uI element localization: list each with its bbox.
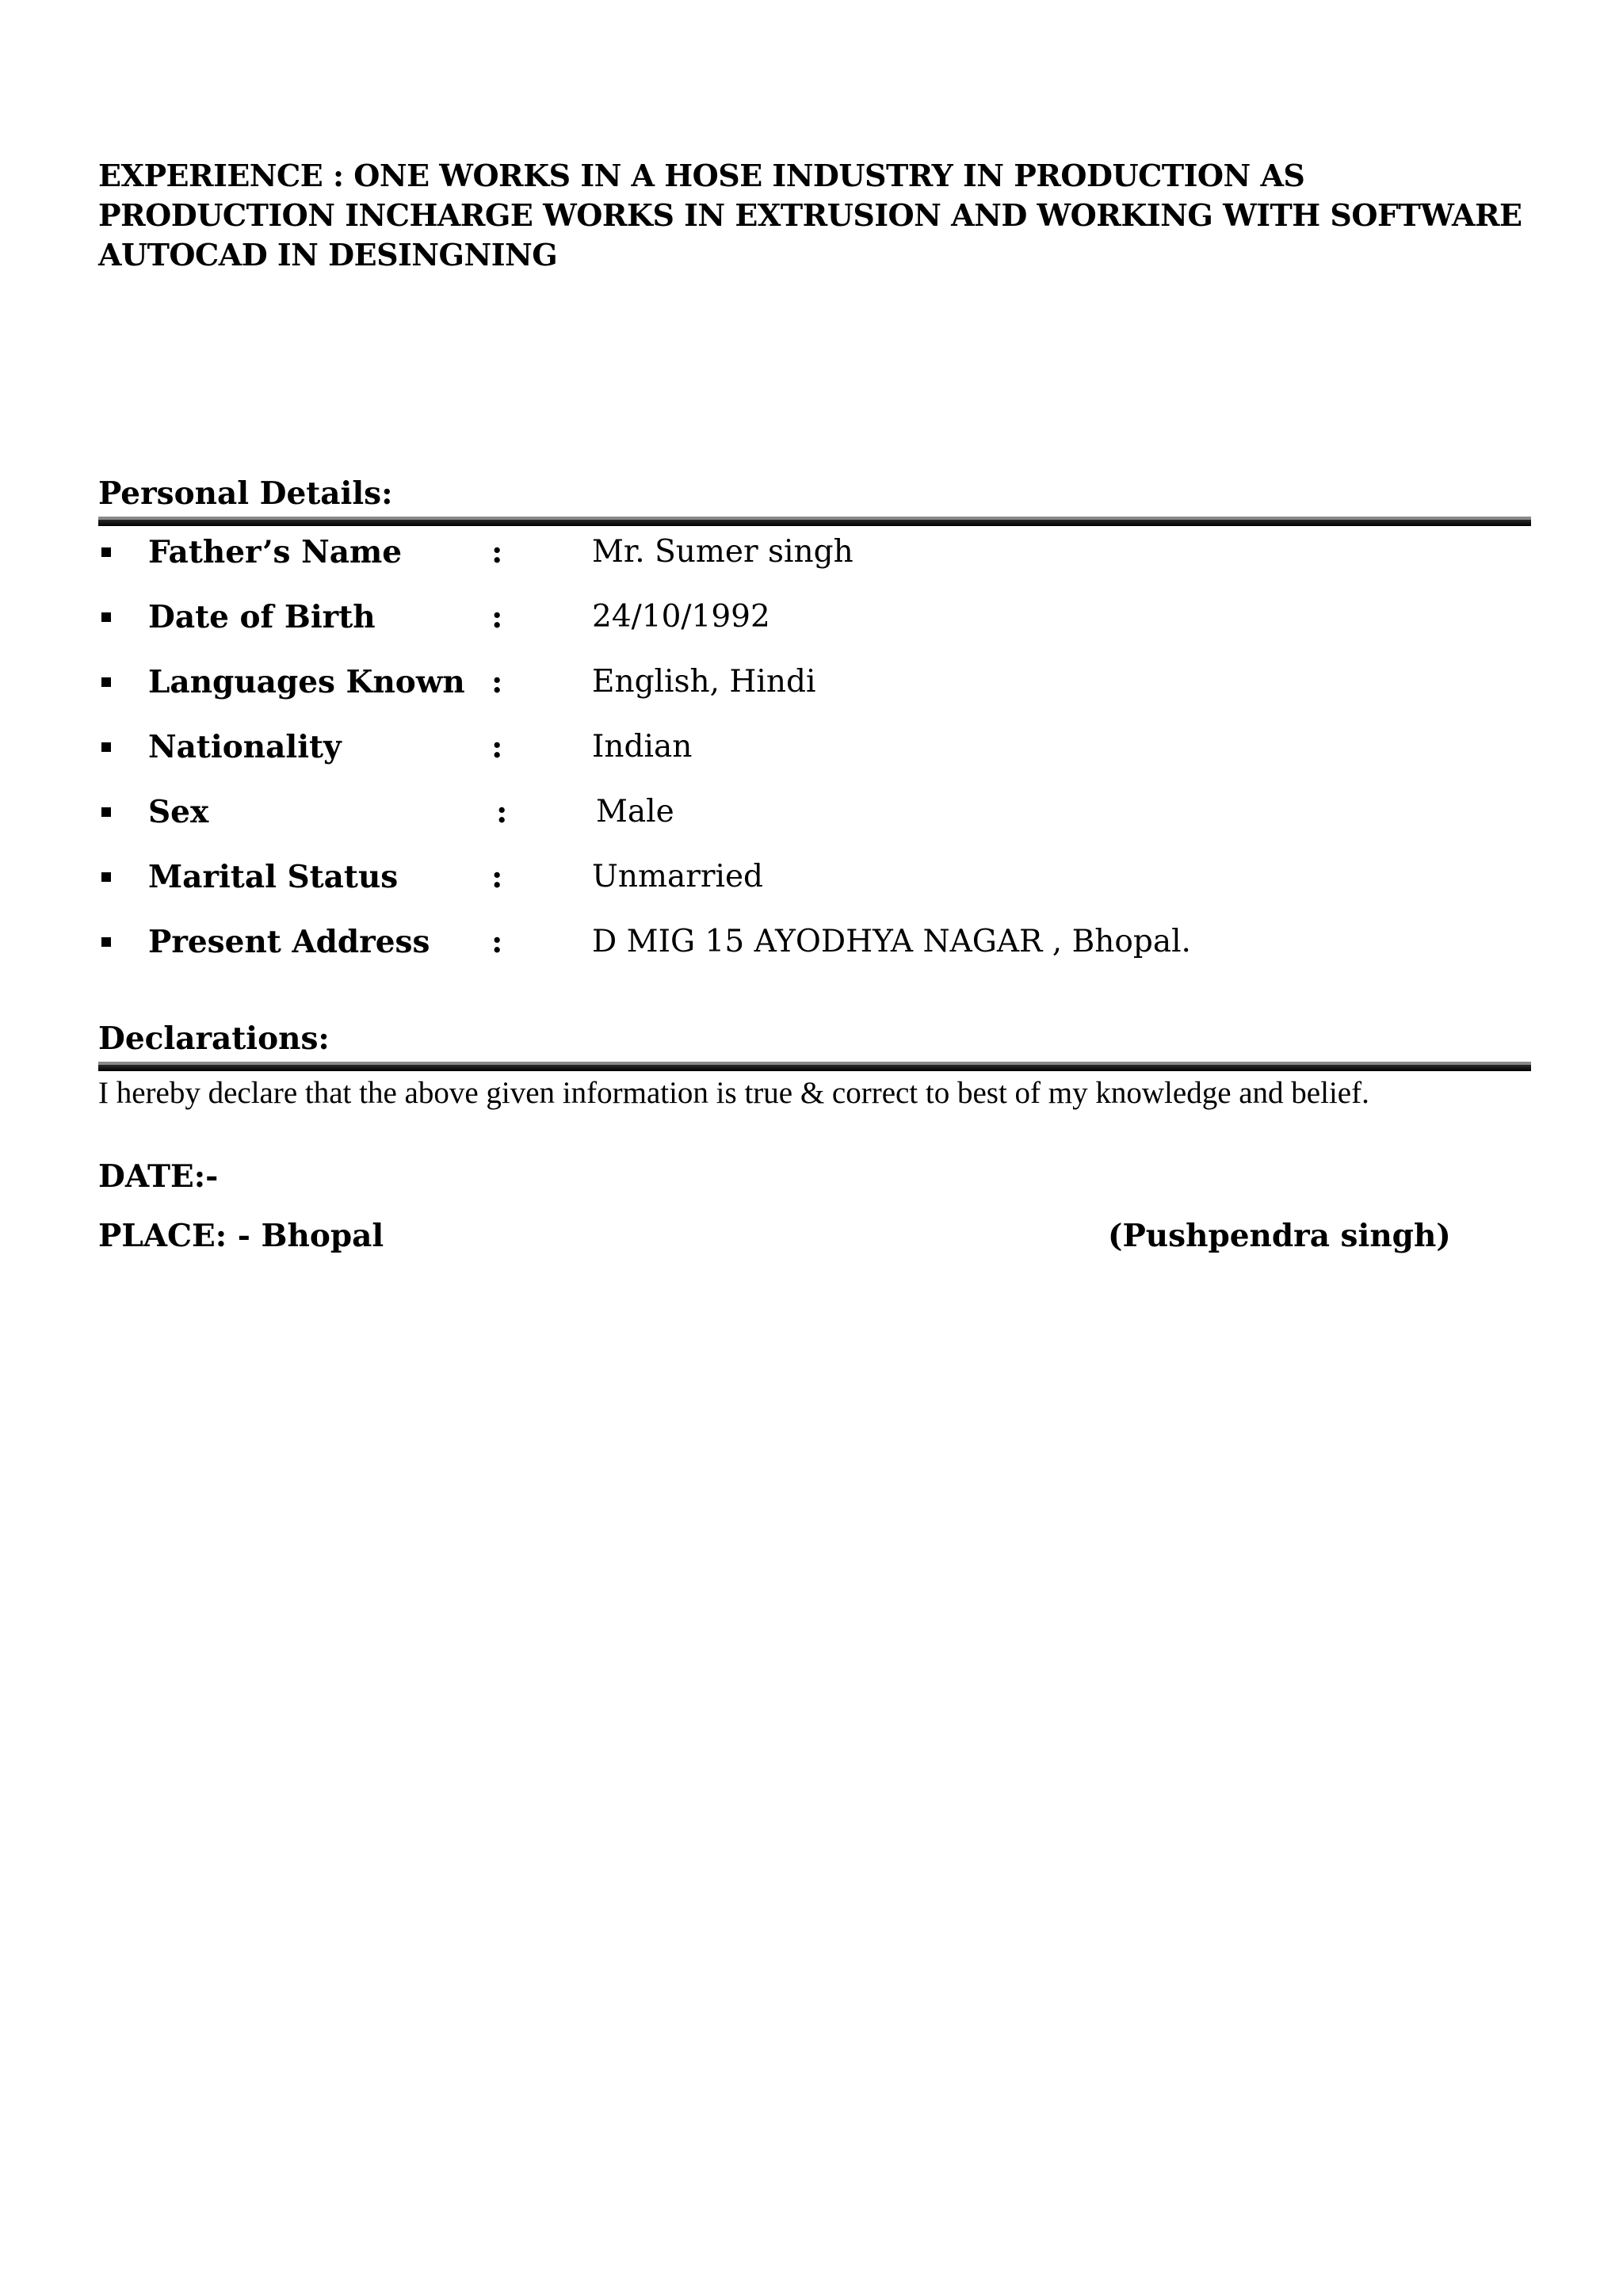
details-row-present-address	[98, 918, 1525, 966]
square-bullet-icon	[101, 742, 111, 752]
details-label: Date of Birth	[148, 599, 376, 635]
details-label: Father’s Name	[148, 534, 403, 570]
details-colon: :	[491, 924, 503, 960]
declaration-text: I hereby declare that the above given information is true & correct to best of my knowledge and belief.	[98, 1076, 1369, 1110]
square-bullet-icon	[101, 807, 111, 817]
place-label: PLACE: - Bhopal	[98, 1218, 384, 1254]
details-colon: :	[491, 859, 503, 895]
details-colon: :	[491, 729, 503, 765]
details-row-marital-status	[98, 853, 1525, 901]
details-label: Nationality	[148, 729, 342, 765]
details-row-nationality	[98, 723, 1525, 771]
experience-paragraph: EXPERIENCE : ONE WORKS IN A HOSE INDUSTRY IN PRODUCTION AS PRODUCTION INCHARGE WORKS IN EXTRUSION AND WORKING WITH SOFTWARE AUTOCAD IN DESINGNING	[98, 158, 1522, 273]
square-bullet-icon	[101, 677, 111, 687]
details-label: Present Address	[148, 924, 430, 960]
square-bullet-icon	[101, 937, 111, 947]
personal-details-divider	[98, 517, 1531, 528]
date-label: DATE:-	[98, 1158, 219, 1195]
details-value: Unmarried	[592, 859, 764, 894]
details-value: 24/10/1992	[592, 599, 770, 635]
details-row-sex	[98, 788, 1525, 836]
square-bullet-icon	[101, 872, 111, 882]
details-colon: :	[491, 664, 503, 700]
details-value: Indian	[592, 729, 693, 765]
declarations-heading: Declarations:	[98, 1020, 330, 1057]
details-colon: :	[496, 794, 508, 830]
details-row-fathers-name	[98, 528, 1525, 576]
signature-name: (Pushpendra singh)	[1108, 1218, 1451, 1254]
square-bullet-icon	[101, 547, 111, 557]
declarations-divider	[98, 1062, 1531, 1073]
details-value: Mr. Sumer singh	[592, 534, 854, 570]
details-value: English, Hindi	[592, 664, 816, 700]
square-bullet-icon	[101, 612, 111, 622]
details-label: Languages Known	[148, 664, 465, 700]
details-value: D MIG 15 AYODHYA NAGAR , Bhopal.	[592, 924, 1191, 959]
details-row-languages-known	[98, 658, 1525, 706]
personal-details-heading: Personal Details:	[98, 475, 393, 512]
details-colon: :	[491, 534, 503, 570]
details-label: Marital Status	[148, 859, 399, 895]
details-row-date-of-birth	[98, 593, 1525, 641]
details-label: Sex	[148, 794, 209, 830]
details-value: Male	[596, 794, 674, 830]
details-colon: :	[491, 599, 503, 635]
